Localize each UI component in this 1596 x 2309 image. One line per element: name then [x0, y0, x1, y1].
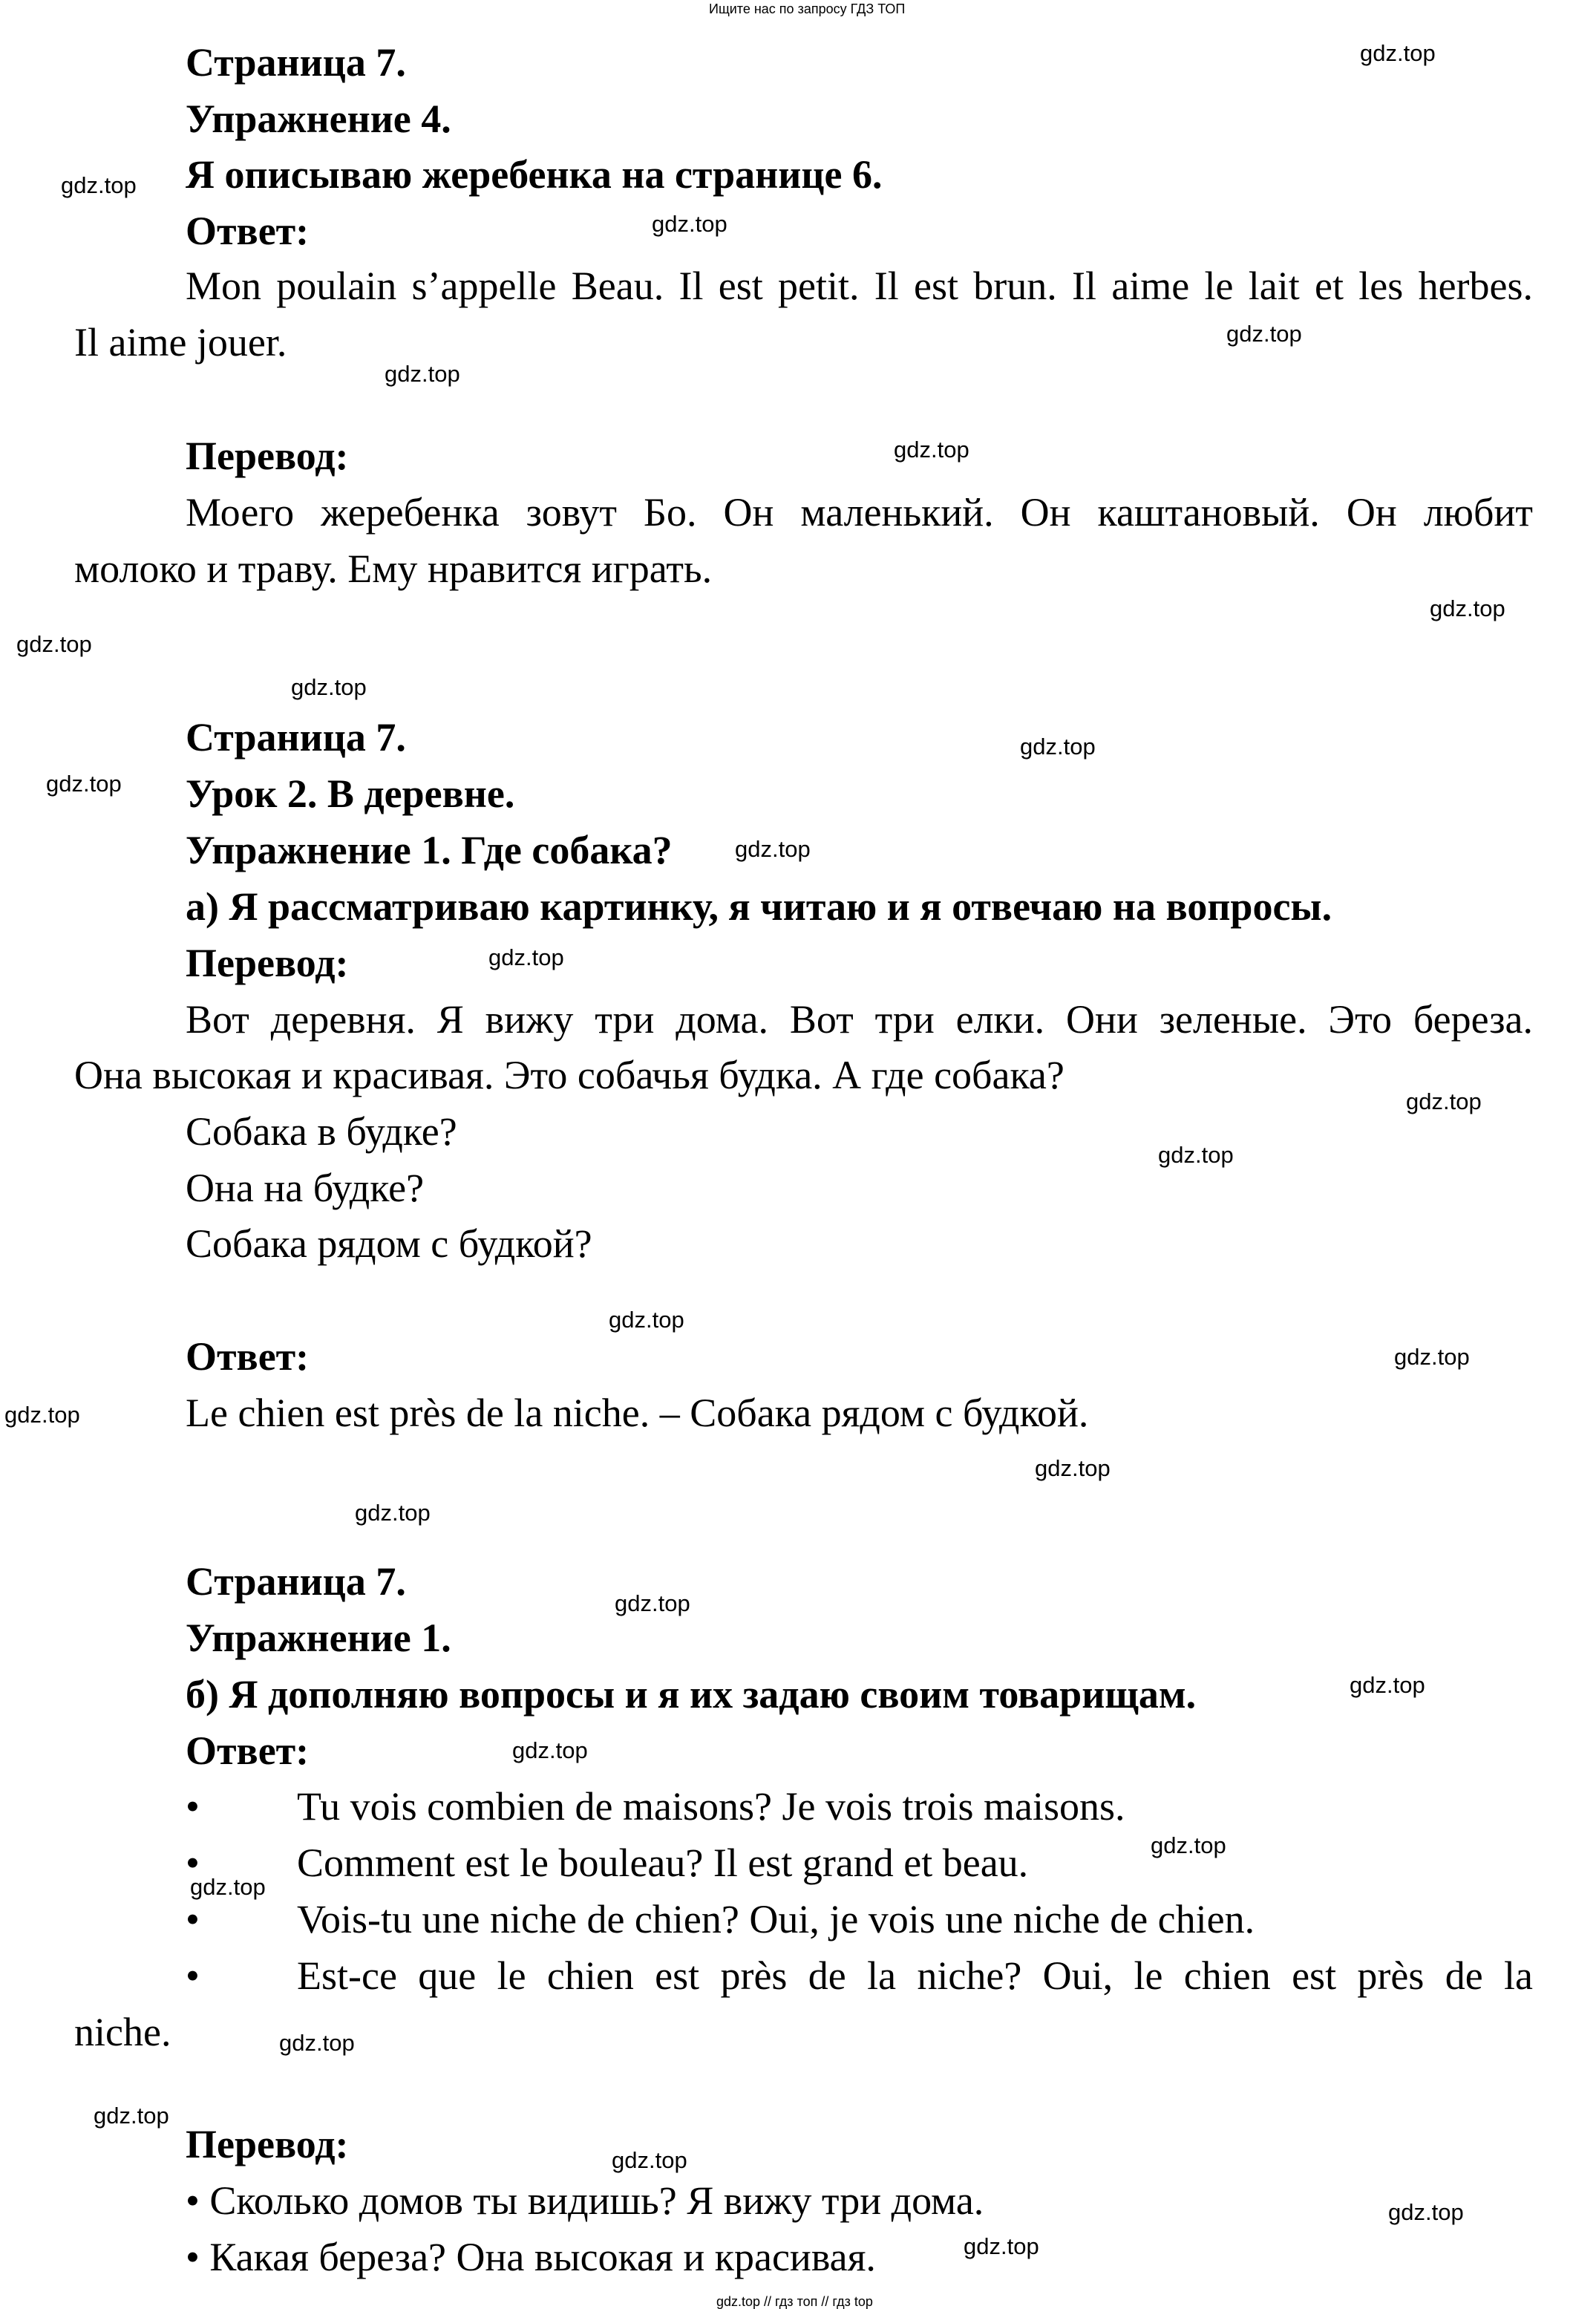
bullet-marker: • — [186, 1784, 200, 1829]
watermark-label: gdz.top — [94, 2103, 169, 2129]
lesson-heading: Урок 2. В деревне. — [186, 771, 515, 816]
translation-text: молоко и траву. Ему нравится играть. — [74, 546, 713, 591]
header-note: Ищите нас по запросу ГДЗ ТОП — [709, 1, 906, 16]
watermark-label: gdz.top — [1158, 1142, 1234, 1168]
translation-text: Она высокая и красивая. Это собачья будка. А где собака? — [74, 1053, 1064, 1097]
translation-label: Перевод: — [186, 434, 349, 478]
watermark-label: gdz.top — [1406, 1088, 1482, 1114]
watermark-label: gdz.top — [190, 1874, 266, 1900]
translation-text: • Какая береза? Она высокая и красивая. — [186, 2235, 876, 2279]
watermark-label: gdz.top — [1020, 734, 1096, 760]
question-text: Собака в будке? — [186, 1109, 457, 1154]
exercise-heading: Упражнение 1. — [186, 1616, 451, 1660]
bullet-marker: • — [186, 1953, 200, 1998]
exercise-heading: Упражнение 1. Где собака? — [186, 828, 673, 872]
answer-label: Ответ: — [186, 1334, 310, 1379]
translation-text: • Сколько домов ты видишь? Я вижу три дома. — [186, 2178, 984, 2223]
bullet-text: Est-ce que le chien est près de la niche? Oui, le chien est près de la — [297, 1953, 1533, 1998]
bullet-text: Comment est le bouleau? Il est grand et beau. — [297, 1841, 1029, 1885]
bullet-text: Tu vois combien de maisons? Je vois trois maisons. — [297, 1784, 1125, 1829]
page-heading: Страница 7. — [186, 715, 406, 760]
bullet-text: Vois-tu une niche de chien? Oui, je vois une niche de chien. — [297, 1897, 1255, 1941]
watermark-label: gdz.top — [652, 211, 727, 237]
page-heading: Страница 7. — [186, 40, 406, 85]
task-heading: б) Я дополняю вопросы и я их задаю своим товарищам. — [186, 1672, 1197, 1717]
page-heading: Страница 7. — [186, 1559, 406, 1604]
watermark-label: gdz.top — [1360, 40, 1436, 66]
answer-label: Ответ: — [186, 1728, 310, 1773]
watermark-label: gdz.top — [735, 836, 811, 862]
watermark-label: gdz.top — [16, 631, 92, 657]
watermark-label: gdz.top — [355, 1500, 431, 1526]
watermark-label: gdz.top — [612, 2147, 687, 2173]
bullet-marker: • — [186, 1897, 200, 1941]
exercise-heading: Упражнение 4. — [186, 97, 451, 141]
translation-text: Вот деревня. Я вижу три дома. Вот три елки. Они зеленые. Это береза. — [186, 997, 1533, 1042]
watermark-label: gdz.top — [964, 2233, 1039, 2259]
answer-text: Mon poulain s’appelle Beau. Il est petit. Il est brun. Il aime le lait et les herbes. — [186, 264, 1533, 308]
watermark-label: gdz.top — [615, 1590, 690, 1616]
watermark-label: gdz.top — [488, 944, 564, 970]
watermark-label: gdz.top — [1226, 321, 1302, 347]
watermark-label: gdz.top — [1430, 595, 1505, 621]
footer-note: gdz.top // гдз топ // гдз top — [716, 2294, 873, 2309]
watermark-label: gdz.top — [1035, 1455, 1111, 1481]
watermark-label: gdz.top — [279, 2030, 355, 2056]
answer-text: Le chien est près de la niche. – Собака рядом с будкой. — [186, 1391, 1089, 1435]
watermark-label: gdz.top — [291, 674, 367, 700]
watermark-label: gdz.top — [46, 771, 122, 797]
translation-label: Перевод: — [186, 941, 349, 985]
question-text: Собака рядом с будкой? — [186, 1221, 592, 1266]
watermark-label: gdz.top — [1151, 1832, 1226, 1858]
watermark-label: gdz.top — [4, 1402, 80, 1428]
question-text: Она на будке? — [186, 1166, 425, 1210]
bullet-text: niche. — [74, 2010, 171, 2054]
watermark-label: gdz.top — [512, 1737, 588, 1763]
task-heading: а) Я рассматриваю картинку, я читаю и я отвечаю на вопросы. — [186, 884, 1332, 929]
answer-label: Ответ: — [186, 209, 310, 253]
watermark-label: gdz.top — [385, 361, 460, 387]
translation-text: Моего жеребенка зовут Бо. Он маленький. Он каштановый. Он любит — [186, 490, 1533, 535]
task-heading: Я описываю жеребенка на странице 6. — [186, 152, 883, 197]
watermark-label: gdz.top — [1350, 1672, 1425, 1698]
watermark-label: gdz.top — [1388, 2199, 1464, 2225]
watermark-label: gdz.top — [609, 1307, 684, 1333]
watermark-label: gdz.top — [894, 437, 969, 463]
bullet-marker: • — [186, 1841, 200, 1885]
watermark-label: gdz.top — [1394, 1344, 1470, 1370]
watermark-label: gdz.top — [61, 172, 137, 198]
answer-text: Il aime jouer. — [74, 320, 287, 365]
translation-label: Перевод: — [186, 2122, 349, 2166]
